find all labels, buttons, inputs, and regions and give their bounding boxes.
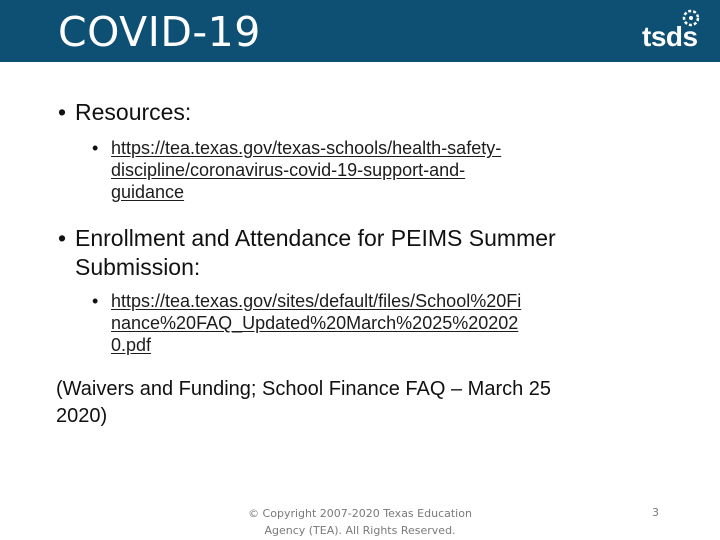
sub-bullet-dot: • [92,291,99,311]
bullet-dot: • [58,225,67,251]
slide-title: COVID-19 [58,8,261,56]
resources-link-line-3[interactable]: guidance [111,182,185,202]
enrollment-label-line-1: Enrollment and Attendance for PEIMS Summer [75,225,556,251]
sub-bullet-dot: • [92,138,99,158]
funding-note [56,376,676,430]
resources-link-item[interactable] [92,137,501,203]
enrollment-link-line-2[interactable]: nance%20FAQ_Updated%20March%2025%20202 [111,313,519,333]
note-line-2: 2020) [56,405,108,427]
bullet-dot: • [58,99,67,125]
bullet-label: Resources: [75,99,192,125]
resources-link-line-1[interactable]: https://tea.texas.gov/texas-schools/health-safety- [111,138,502,158]
enrollment-label-line-2: Submission: [75,254,201,280]
logo-text: tsds [642,21,698,52]
bullet-resources [58,98,191,127]
note-line-1: (Waivers and Funding; School Finance FAQ – March 25 [56,378,552,400]
resources-link-line-2[interactable]: discipline/coronavirus-covid-19-support-and- [111,160,466,180]
enrollment-link-line-1[interactable]: https://tea.texas.gov/sites/default/files/School%20Fi [111,291,522,311]
page-number: 3 [652,506,659,519]
bullet-enrollment [58,224,556,282]
copyright-footer [240,505,480,539]
enrollment-link-item[interactable] [92,290,521,356]
title-bar [0,0,720,62]
copyright-line-1: © Copyright 2007-2020 Texas Education [248,507,472,520]
enrollment-link-line-3[interactable]: 0.pdf [111,335,152,355]
copyright-line-2: Agency (TEA). All Rights Reserved. [264,524,456,537]
tsds-logo [642,8,712,52]
